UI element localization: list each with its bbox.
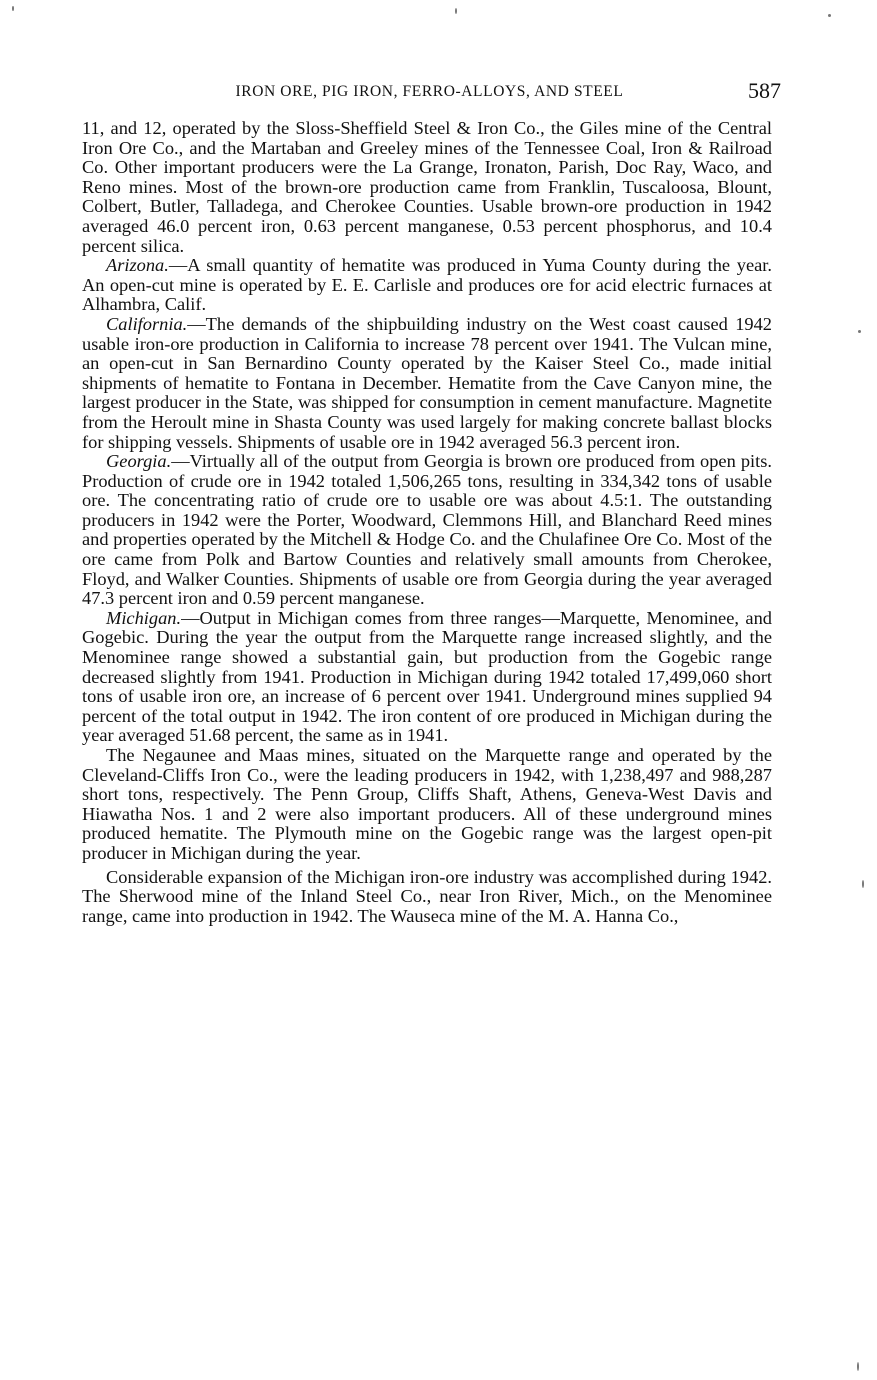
section-heading-georgia: Georgia.	[106, 451, 172, 472]
section-heading-michigan: Michigan.	[106, 607, 182, 628]
paragraph-michigan	[82, 609, 772, 746]
paragraph-text: 11, and 12, operated by the Sloss-Sheffield Steel & Iron Co., the Giles mine of the Central Iron Ore Co., and the Martaban and Greeley mines of the Tennessee Coal, Iron & Railroad Co. Other important producers were the La Grange, Ironaton, Parish, Doc Ray, Waco, and Reno mines. Most of the brown-ore production came from Franklin, Tuscaloosa, Blount, Colbert, Butler, Talladega, and Cherokee Counties. Usable brown-ore production in 1942 averaged 46.0 percent iron, 0.63 percent manganese, 0.53 percent phosphorus, and 10.4 percent silica.	[82, 118, 772, 256]
scan-speck	[12, 6, 14, 11]
paragraph-text: The Negaunee and Maas mines, situated on the Marquette range and operated by the Cleveland-Cliffs Iron Co., were the leading producers in 1942, with 1,238,497 and 988,287 short tons, respectively. The Penn Group, Cliffs Shaft, Athens, Geneva-West Davis and Hiawatha Nos. 1 and 2 were also important producers. All of these underground mines produced hematite. The Plymouth mine on the Gogebic range was the largest open-pit producer in Michigan during the year.	[82, 745, 772, 863]
body-text	[82, 119, 772, 926]
section-heading-arizona: Arizona.	[106, 255, 169, 276]
paragraph-arizona	[82, 256, 772, 315]
scan-speck	[858, 330, 861, 333]
paragraph-text: Considerable expansion of the Michigan iron-ore industry was accomplished during 1942. The Sherwood mine of the Inland Steel Co., near Iron River, Mich., on the Menominee range, came into production in 1942. The Wauseca mine of the M. A. Hanna Co.,	[82, 866, 772, 926]
paragraph-california	[82, 315, 772, 452]
paragraph-alabama-continued	[82, 119, 772, 256]
running-header	[82, 78, 781, 106]
scan-speck	[857, 1362, 859, 1371]
scan-speck	[455, 8, 457, 14]
running-title: IRON ORE, PIG IRON, FERRO-ALLOYS, AND STEEL	[235, 83, 624, 100]
paragraph-georgia	[82, 452, 772, 609]
paragraph-michigan-producers	[82, 746, 772, 864]
paragraph-michigan-expansion	[82, 868, 772, 927]
paragraph-text: —Output in Michigan comes from three ranges—Marquette, Menominee, and Gogebic. During the year the output from the Marquette range increased slightly, and the Menominee range showed a substantial gain, but production from the Gogebic range decreased slightly from 1941. Production in Michigan during 1942 totaled 17,499,060 short tons of usable iron ore, an increase of 6 percent over 1941. Underground mines supplied 94 percent of the total output in 1942. The iron content of ore produced in Michigan during the year averaged 51.68 percent, the same as in 1941.	[82, 607, 772, 746]
paragraph-text: —Virtually all of the output from Georgia is brown ore produced from open pits. Production of crude ore in 1942 totaled 1,506,265 tons, resulting in 334,342 tons of usable ore. The concentrating ratio of crude ore to usable ore was about 4.5:1. The outstanding producers in 1942 were the Porter, Woodward, Clemmons Hill, and Blanchard Reed mines and properties operated by the Mitchell & Hodge Co. and the Chulafinee Ore Co. Most of the ore came from Polk and Bartow Counties and relatively small amounts from Cherokee, Floyd, and Walker Counties. Shipments of usable ore from Georgia during the year averaged 47.3 percent iron and 0.59 percent manganese.	[82, 451, 772, 609]
paragraph-text: —A small quantity of hematite was produced in Yuma County during the year. An open-cut mine is operated by E. E. Carlisle and produces ore for acid electric furnaces at Alhambra, Calif.	[82, 255, 772, 315]
section-heading-california: California.	[106, 313, 188, 334]
page-number: 587	[748, 78, 781, 103]
scan-speck	[828, 14, 831, 17]
scan-speck	[862, 880, 864, 888]
paragraph-text: —The demands of the shipbuilding industry on the West coast caused 1942 usable iron-ore production in California to increase 78 percent over 1941. The Vulcan mine, an open-cut in San Bernardino County operated by the Kaiser Steel Co., made initial shipments of hematite to Fontana in December. Hematite from the Cave Canyon mine, the largest producer in the State, was shipped for consumption in cement manufacture. Magnetite from the Heroult mine in Shasta County was used largely for making concrete ballast blocks for shipping vessels. Shipments of usable ore in 1942 averaged 56.3 percent iron.	[82, 313, 772, 452]
